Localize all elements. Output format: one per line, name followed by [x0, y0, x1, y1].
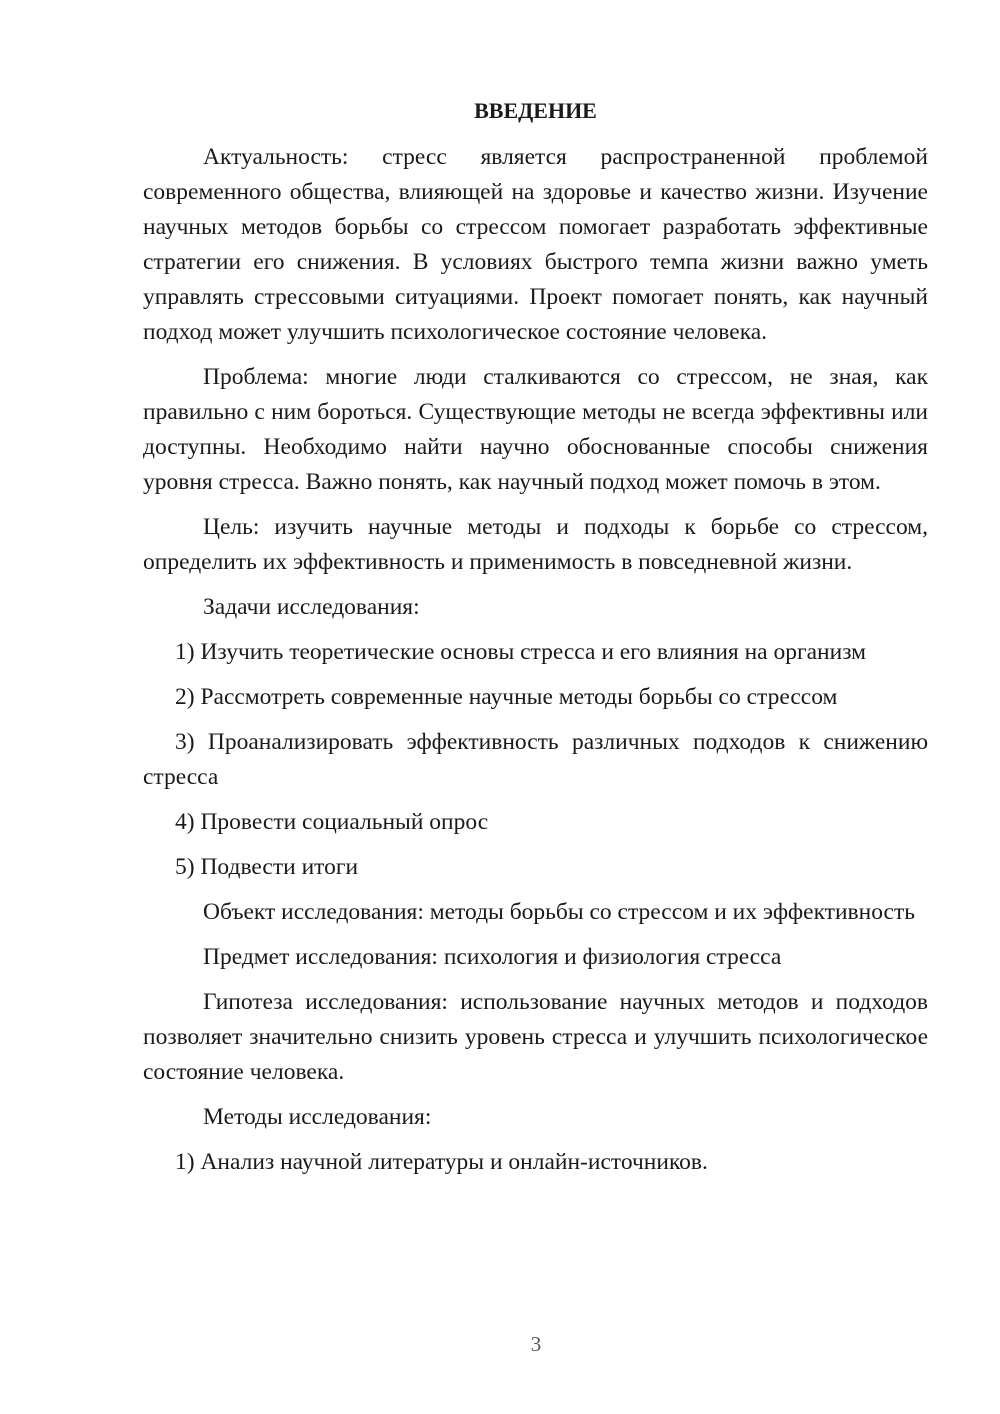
task-item-5: 5) Подвести итоги — [175, 854, 359, 880]
subject-paragraph: Предмет исследования: психология и физиология стресса — [203, 944, 782, 970]
problem-paragraph: Проблема: многие люди сталкиваются со стрессом, не зная, как правильно с ним бороться. Существующие методы не всегда эффективны или доступны. Необходимо найти научно обоснованные способы снижения уровня стресса. Важно понять, как научный подход может помочь в этом. — [143, 364, 928, 495]
page-content — [143, 92, 928, 1190]
task-item-2: 2) Рассмотреть современные научные методы борьбы со стрессом — [175, 684, 838, 710]
task-item-4: 4) Провести социальный опрос — [175, 809, 489, 835]
goal-paragraph: Цель: изучить научные методы и подходы к борьбе со стрессом, определить их эффективность и применимость в повседневной жизни. — [143, 514, 928, 575]
method-item-1: 1) Анализ научной литературы и онлайн-источников. — [175, 1149, 708, 1175]
task-item-1: 1) Изучить теоретические основы стресса и его влияния на организм — [175, 639, 867, 665]
page-number: 3 — [530, 1332, 542, 1356]
task-item-3: 3) Проанализировать эффективность различных подходов к снижению стресса — [143, 729, 928, 790]
object-paragraph: Объект исследования: методы борьбы со стрессом и их эффективность — [203, 899, 915, 925]
page-title: ВВЕДЕНИЕ — [474, 98, 597, 123]
methods-heading: Методы исследования: — [203, 1104, 432, 1130]
tasks-heading: Задачи исследования: — [203, 594, 420, 620]
relevance-paragraph: Актуальность: стресс является распространенной проблемой современного общества, влияющей на здоровье и качество жизни. Изучение научных методов борьбы со стрессом помогает разработать эффективные стратегии его снижения. В условиях быстрого темпа жизни важно уметь управлять стрессовыми ситуациями. Проект помогает понять, как научный подход может улучшить психологическое состояние человека. — [143, 144, 928, 345]
hypothesis-paragraph: Гипотеза исследования: использование научных методов и подходов позволяет значительно снизить уровень стресса и улучшить психологическое состояние человека. — [143, 989, 928, 1085]
